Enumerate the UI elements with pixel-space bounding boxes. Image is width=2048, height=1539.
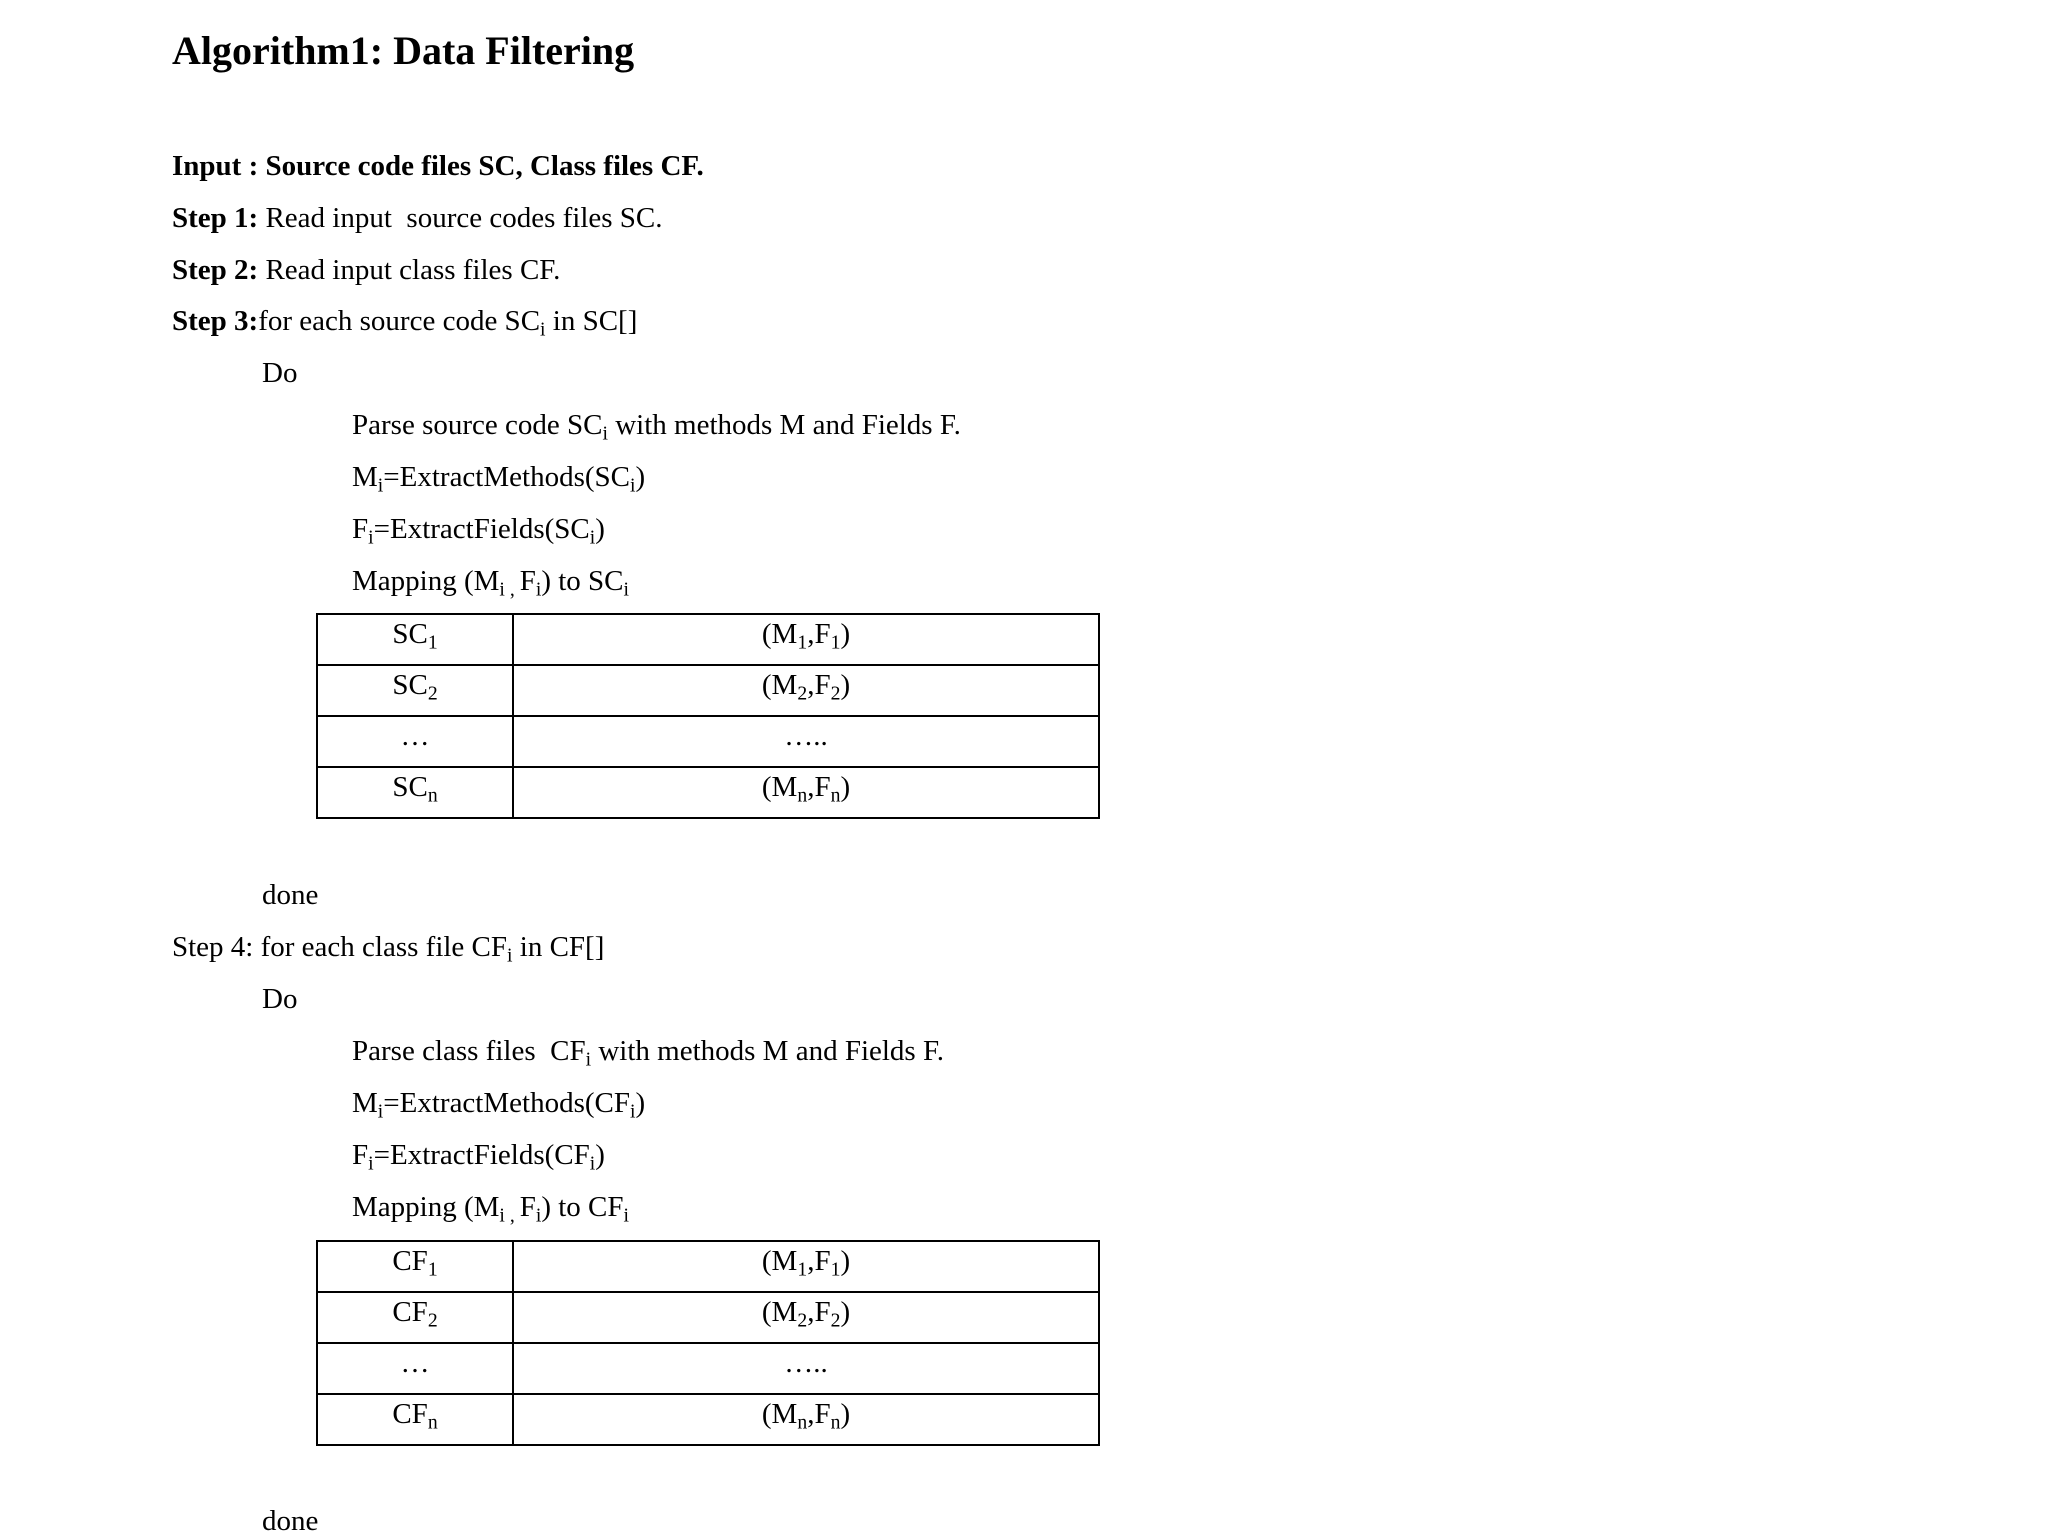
step-3-mapping-b: F — [519, 565, 536, 597]
table-row — [317, 614, 1099, 665]
step-3-methods-sub2: i — [630, 474, 636, 497]
step-3-line — [172, 303, 637, 339]
cell-value-c: ) — [840, 1245, 851, 1277]
step-3-text: for each source code SC — [258, 305, 541, 337]
cell-value-b: ,F — [807, 669, 831, 701]
step-4-fields-sub2: i — [589, 1152, 596, 1175]
step-4-mapping-s1: i , — [499, 1204, 520, 1227]
input-text: Source code files SC, Class files CF. — [265, 150, 704, 182]
cell-value-c: ) — [840, 669, 851, 701]
cell-value-sub-a: 2 — [797, 682, 808, 705]
step-3-parse-sub: i — [602, 422, 608, 445]
step-4-mapping — [352, 1189, 629, 1225]
step-4-methods-sub2: i — [630, 1100, 636, 1123]
step-4-methods-a: M — [352, 1087, 378, 1119]
source-code-mapping-table — [316, 613, 1100, 819]
step-3-mapping-s1: i , — [499, 578, 520, 601]
table-cell-value — [513, 1343, 1099, 1394]
step-3-methods-a: M — [352, 461, 378, 493]
cell-key-text: CF — [392, 1296, 428, 1328]
cell-value-a: ….. — [784, 1347, 828, 1379]
cell-value-b: ,F — [807, 1398, 831, 1430]
class-file-mapping-table — [316, 1240, 1100, 1446]
step-3-methods-c: ) — [635, 461, 646, 493]
step-4-extract-methods — [352, 1085, 645, 1121]
step-3-done: done — [262, 879, 319, 911]
step-3-fields-a: F — [352, 513, 369, 545]
cell-value-sub-b: 2 — [830, 682, 841, 705]
cell-value-c: ) — [840, 1296, 851, 1328]
table-cell-value — [513, 665, 1099, 716]
table-row — [317, 716, 1099, 767]
step-3-do: Do — [262, 357, 298, 389]
step-4-done: done — [262, 1505, 319, 1537]
step-4-sub: i — [507, 944, 513, 967]
cell-value-sub-b: 1 — [830, 1258, 841, 1281]
step-3-fields-b: =ExtractFields(SC — [373, 513, 590, 545]
step-4-methods-sub1: i — [377, 1100, 384, 1123]
table-cell-value — [513, 716, 1099, 767]
table-cell-key — [317, 716, 513, 767]
cell-value-a: (M — [761, 1245, 798, 1277]
step-3-methods-b: =ExtractMethods(SC — [383, 461, 630, 493]
step-4-fields-b: =ExtractFields(CF — [373, 1139, 590, 1171]
table-cell-value — [513, 767, 1099, 818]
step-1-label: Step 1: — [172, 202, 259, 234]
step-4-mapping-a: Mapping (M — [352, 1191, 500, 1223]
cell-key-sub: n — [427, 784, 438, 807]
step-3-label: Step 3: — [172, 305, 259, 337]
step-4-fields-sub1: i — [368, 1152, 374, 1175]
table-cell-key — [317, 1343, 513, 1394]
cell-key-sub: 2 — [427, 682, 438, 705]
step-2-label: Step 2: — [172, 254, 259, 286]
cell-key-text: SC — [392, 618, 428, 650]
table-cell-key — [317, 1394, 513, 1445]
step-3-mapping-c: ) to SC — [541, 565, 624, 597]
table-cell-key — [317, 767, 513, 818]
step-3-fields-sub1: i — [368, 526, 374, 549]
step-3-parse-text: Parse source code SC — [352, 409, 603, 441]
cell-value-a: (M — [761, 1398, 798, 1430]
step-4-mapping-c: ) to CF — [541, 1191, 624, 1223]
cell-value-b: ,F — [807, 618, 831, 650]
step-4-tail: in CF[] — [512, 931, 605, 963]
cell-value-sub-b: 2 — [830, 1309, 841, 1332]
cell-value-a: (M — [761, 1296, 798, 1328]
step-4-parse-text: Parse class files CF — [352, 1035, 586, 1067]
step-2-line — [172, 252, 560, 288]
cell-value-sub-b: n — [830, 784, 841, 807]
cell-key-text: SC — [392, 771, 428, 803]
cell-value-sub-b: n — [830, 1411, 841, 1434]
table-row — [317, 665, 1099, 716]
step-4-mapping-s2: i — [535, 1204, 542, 1227]
cell-value-c: ) — [840, 771, 851, 803]
step-3-methods-sub1: i — [377, 474, 384, 497]
step-3-extract-fields — [352, 511, 605, 547]
table-cell-value — [513, 614, 1099, 665]
step-1-text: Read input source codes files SC. — [258, 202, 663, 234]
step-4-fields-c: ) — [595, 1139, 605, 1171]
step-4-text: Step 4: for each class file CF — [172, 931, 508, 963]
cell-value-sub-a: 1 — [797, 1258, 808, 1281]
step-4-methods-c: ) — [635, 1087, 646, 1119]
table-cell-key — [317, 1241, 513, 1292]
cell-key-sub: 1 — [427, 1258, 438, 1281]
step-3-mapping-a: Mapping (M — [352, 565, 500, 597]
table-cell-key — [317, 614, 513, 665]
step-3-mapping-s2: i — [535, 578, 542, 601]
table-row — [317, 1292, 1099, 1343]
table-cell-key — [317, 665, 513, 716]
input-line — [172, 148, 704, 184]
table-row — [317, 1394, 1099, 1445]
cell-value-b: ,F — [807, 771, 831, 803]
step-2-text: Read input class files CF. — [258, 254, 561, 286]
step-3-extract-methods — [352, 459, 645, 495]
step-3-mapping — [352, 563, 629, 599]
step-4-parse — [352, 1033, 944, 1069]
table-row — [317, 1241, 1099, 1292]
page-title: Algorithm1: Data Filtering — [172, 28, 635, 73]
table-cell-value — [513, 1394, 1099, 1445]
cell-value-sub-a: n — [797, 1411, 808, 1434]
table-cell-value — [513, 1292, 1099, 1343]
step-3-fields-c: ) — [595, 513, 605, 545]
step-4-mapping-b: F — [519, 1191, 536, 1223]
step-4-mapping-s3: i — [623, 1204, 629, 1227]
cell-value-sub-a: n — [797, 784, 808, 807]
step-3-parse-tail: with methods M and Fields F. — [607, 409, 961, 441]
step-4-parse-tail: with methods M and Fields F. — [591, 1035, 945, 1067]
cell-key-sub: n — [427, 1411, 438, 1434]
step-4-methods-b: =ExtractMethods(CF — [383, 1087, 630, 1119]
step-1-line — [172, 200, 663, 236]
table-cell-key — [317, 1292, 513, 1343]
cell-value-sub-a: 1 — [797, 631, 808, 654]
step-3-tail: in SC[] — [545, 305, 638, 337]
cell-key-text: … — [400, 720, 430, 752]
cell-value-a: (M — [761, 669, 798, 701]
cell-value-b: ,F — [807, 1296, 831, 1328]
step-3-fields-sub2: i — [589, 526, 596, 549]
step-4-extract-fields — [352, 1137, 605, 1173]
step-3-parse — [352, 407, 961, 443]
step-4-fields-a: F — [352, 1139, 369, 1171]
cell-value-a: ….. — [784, 720, 828, 752]
table-row — [317, 767, 1099, 818]
input-label: Input : — [172, 150, 266, 182]
cell-value-b: ,F — [807, 1245, 831, 1277]
step-4-parse-sub: i — [585, 1048, 592, 1071]
cell-key-text: CF — [392, 1398, 428, 1430]
cell-key-sub: 2 — [427, 1309, 438, 1332]
cell-value-sub-b: 1 — [830, 631, 841, 654]
cell-value-c: ) — [840, 1398, 851, 1430]
table-row — [317, 1343, 1099, 1394]
table-cell-value — [513, 1241, 1099, 1292]
cell-value-a: (M — [761, 618, 798, 650]
step-3-sub: i — [540, 318, 546, 341]
cell-key-sub: 1 — [427, 631, 438, 654]
cell-key-text: CF — [392, 1245, 428, 1277]
cell-value-c: ) — [840, 618, 851, 650]
cell-key-text: SC — [392, 669, 428, 701]
step-4-line — [172, 929, 604, 965]
step-4-do: Do — [262, 983, 298, 1015]
cell-value-a: (M — [761, 771, 798, 803]
step-3-mapping-s3: i — [623, 578, 629, 601]
cell-key-text: … — [400, 1347, 430, 1379]
cell-value-sub-a: 2 — [797, 1309, 808, 1332]
